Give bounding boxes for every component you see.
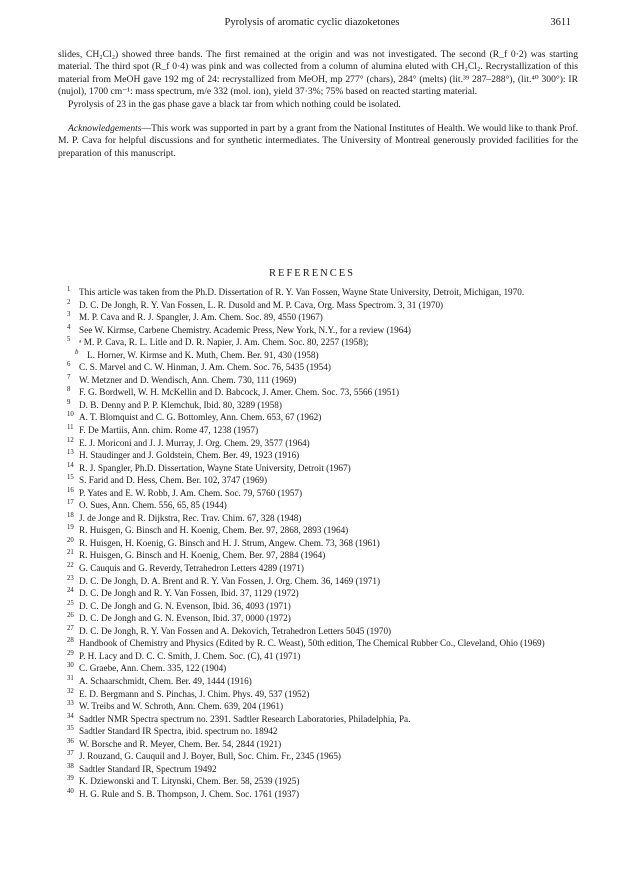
reference-text: D. C. De Jongh and G. N. Evenson, Ibid. 37, 0000 (1972) bbox=[79, 613, 291, 624]
body-text bbox=[58, 49, 578, 160]
reference-item bbox=[67, 499, 582, 512]
reference-text: D. B. Denny and P. P. Klemchuk, Ibid. 80, 3289 (1958) bbox=[79, 399, 282, 410]
reference-text: M. P. Cava and R. J. Spangler, J. Am. Chem. Soc. 89, 4550 (1967) bbox=[79, 312, 323, 323]
reference-item bbox=[67, 399, 582, 412]
reference-text: D. C. De Jongh and R. Y. Van Fossen, Ibid. 37, 1129 (1972) bbox=[79, 588, 299, 599]
reference-text: Handbook of Chemistry and Physics (Edited by R. C. Weast), 50th edition, The Chemical Rubber Co., Cleveland, Ohio (1969) bbox=[79, 638, 545, 649]
reference-number: 14 bbox=[67, 461, 74, 469]
reference-number: 18 bbox=[67, 511, 74, 519]
reference-text: P. H. Lacy and D. C. C. Smith, J. Chem. Soc. (C), 41 (1971) bbox=[79, 650, 301, 661]
reference-number: 10 bbox=[67, 411, 74, 419]
reference-item bbox=[67, 299, 582, 312]
reference-item bbox=[67, 411, 582, 424]
reference-number: 34 bbox=[67, 712, 74, 720]
reference-item bbox=[67, 549, 582, 562]
reference-text: D. C. De Jongh, D. A. Brent and R. Y. Van Fossen, J. Org. Chem. 36, 1469 (1971) bbox=[79, 575, 381, 586]
reference-text: D. C. De Jongh and G. N. Evenson, Ibid. 36, 4093 (1971) bbox=[79, 600, 291, 611]
reference-number: 2 bbox=[67, 298, 71, 306]
reference-item bbox=[67, 775, 582, 788]
reference-item bbox=[67, 311, 582, 324]
reference-text: G. Cauquis and G. Reverdy, Tetrahedron Letters 4289 (1971) bbox=[79, 563, 304, 574]
running-title: Pyrolysis of aromatic cyclic diazoketones bbox=[224, 17, 400, 28]
reference-item bbox=[67, 361, 582, 374]
reference-text: O. Sues, Ann. Chem. 556, 65, 85 (1944) bbox=[79, 500, 227, 511]
reference-number: 4 bbox=[67, 323, 71, 331]
reference-text: See W. Kirmse, Carbene Chemistry. Academic Press, New York, N.Y., for a review (1964) bbox=[79, 324, 411, 335]
reference-text: W. Metzner and D. Wendisch, Ann. Chem. 730, 111 (1969) bbox=[79, 374, 297, 385]
reference-item bbox=[67, 562, 582, 575]
reference-number: 36 bbox=[67, 737, 74, 745]
reference-list bbox=[67, 286, 582, 800]
reference-item bbox=[67, 662, 582, 675]
reference-text: E. J. Moriconi and J. J. Murray, J. Org. Chem. 29, 3577 (1964) bbox=[79, 437, 310, 448]
reference-number: 28 bbox=[67, 637, 74, 645]
reference-text: E. D. Bergmann and S. Pinchas, J. Chim. Phys. 49, 537 (1952) bbox=[79, 688, 310, 699]
reference-text: D. C. De Jongh, R. Y. Van Fossen and A. Dekovich, Tetrahedron Letters 5045 (1970) bbox=[79, 625, 392, 636]
reference-item bbox=[67, 537, 582, 550]
reference-number: 6 bbox=[67, 361, 71, 369]
running-head bbox=[0, 17, 624, 31]
reference-number: 32 bbox=[67, 687, 74, 695]
reference-number: 40 bbox=[67, 787, 74, 795]
reference-text: D. C. De Jongh, R. Y. Van Fossen, L. R. Dusold and M. P. Cava, Org. Mass Spectrom. 3, 31 (1970) bbox=[79, 299, 444, 310]
reference-text: C. S. Marvel and C. W. Hinman, J. Am. Chem. Soc. 76, 5435 (1954) bbox=[79, 362, 331, 373]
reference-item bbox=[67, 449, 582, 462]
reference-item bbox=[67, 713, 582, 726]
reference-number: 11 bbox=[67, 424, 74, 432]
reference-number: 37 bbox=[67, 750, 74, 758]
page-number: 3611 bbox=[550, 17, 571, 28]
reference-text: Sadtler Standard IR Spectra, ibid. spectrum no. 18942 bbox=[79, 726, 278, 737]
reference-item bbox=[67, 763, 582, 776]
reference-number: 9 bbox=[67, 398, 71, 406]
reference-item bbox=[67, 637, 582, 650]
pyrolysis-paragraph: Pyrolysis of 23 in the gas phase gave a black tar from which nothing could be isolated. bbox=[68, 98, 401, 110]
experimental-paragraph: slides, CH₂Cl₂) showed three bands. The first remained at the origin and was not investigated. The second (R_f 0·2) was starting material. The third spot (R_f 0·4) was pink and was collected from a column of alumina eluted with CH₂Cl₂. Recrystallization of this material from MeOH gave 192 mg of 24: recrystallized from MeOH, mp 277° (chars), 284° (melts) (lit.³⁹ 287–288°), (lit.⁴⁰ 300°): IR (nujol), 1700 cm⁻¹: mass spectrum, m/e 332 (mol. ion), yield 37·3%; 75% based on reacted starting material. bbox=[58, 49, 578, 98]
reference-item bbox=[67, 587, 582, 600]
reference-number: 12 bbox=[67, 436, 74, 444]
reference-number: 27 bbox=[67, 624, 74, 632]
reference-item bbox=[67, 750, 582, 763]
reference-number: 21 bbox=[67, 549, 74, 557]
reference-text: A. Schaarschmidt, Chem. Ber. 49, 1444 (1916) bbox=[79, 675, 252, 686]
reference-number: 8 bbox=[67, 386, 71, 394]
reference-number: 22 bbox=[67, 562, 74, 570]
reference-number: 17 bbox=[67, 499, 74, 507]
reference-number: 24 bbox=[67, 587, 74, 595]
reference-item bbox=[67, 374, 582, 387]
reference-text: This article was taken from the Ph.D. Dissertation of R. Y. Van Fossen, Wayne State University, Detroit, Michigan, 1970. bbox=[79, 287, 525, 297]
reference-text: W. Treibs and W. Schroth, Ann. Chem. 639, 204 (1961) bbox=[79, 701, 284, 712]
reference-text: W. Borsche and R. Meyer, Chem. Ber. 54, 2844 (1921) bbox=[79, 738, 282, 749]
reference-number: 5 bbox=[67, 336, 71, 344]
reference-text: K. Dziewonski and T. Litynski, Chem. Ber. 58, 2539 (1925) bbox=[79, 776, 300, 787]
reference-text: C. Graebe, Ann. Chem. 335, 122 (1904) bbox=[79, 663, 227, 674]
reference-number: 38 bbox=[67, 762, 74, 770]
reference-text: R. Huisgen, H. Koenig, G. Binsch and H. J. Strum, Angew. Chem. 73, 368 (1961) bbox=[79, 537, 380, 548]
reference-number: 15 bbox=[67, 474, 74, 482]
reference-item bbox=[67, 487, 582, 500]
reference-text: R. J. Spangler, Ph.D. Dissertation, Wayne State University, Detroit (1967) bbox=[79, 462, 351, 473]
reference-text: H. Staudinger and J. Goldstein, Chem. Ber. 49, 1923 (1916) bbox=[79, 450, 300, 461]
acknowledgements-label: Acknowledgements bbox=[68, 123, 142, 135]
reference-item bbox=[67, 625, 582, 638]
reference-text: R. Huisgen, G. Binsch and H. Koenig, Chem. Ber. 97, 2868, 2893 (1964) bbox=[79, 525, 349, 536]
reference-text: ᵃ M. P. Cava, R. L. Litle and D. R. Napier, J. Am. Chem. Soc. 80, 2257 (1958); bbox=[79, 337, 369, 348]
reference-item bbox=[67, 512, 582, 525]
reference-text: J. de Jonge and R. Dijkstra, Rec. Trav. Chim. 67, 328 (1948) bbox=[79, 512, 302, 523]
reference-item bbox=[67, 286, 582, 299]
reference-text: A. T. Blomquist and C. G. Bottomley, Ann. Chem. 653, 67 (1962) bbox=[79, 412, 322, 423]
reference-item bbox=[67, 324, 582, 337]
reference-number: 31 bbox=[67, 674, 74, 682]
reference-item bbox=[67, 738, 582, 751]
reference-item bbox=[67, 336, 582, 349]
reference-item bbox=[67, 788, 582, 801]
reference-item bbox=[67, 612, 582, 625]
acknowledgements-paragraph bbox=[58, 123, 578, 160]
reference-number: 30 bbox=[67, 662, 74, 670]
reference-item bbox=[67, 650, 582, 663]
reference-number: 33 bbox=[67, 700, 74, 708]
reference-item bbox=[67, 424, 582, 437]
reference-number: 3 bbox=[67, 311, 71, 319]
reference-item bbox=[67, 675, 582, 688]
reference-number: 26 bbox=[67, 612, 74, 620]
reference-text: J. Rouzand, G. Cauquil and J. Boyer, Bull, Soc. Chim. Fr., 2345 (1965) bbox=[79, 751, 341, 762]
reference-item bbox=[67, 725, 582, 738]
reference-number: 23 bbox=[67, 574, 74, 582]
reference-number: 39 bbox=[67, 775, 74, 783]
reference-number: 35 bbox=[67, 725, 74, 733]
reference-text: H. G. Rule and S. B. Thompson, J. Chem. Soc. 1761 (1937) bbox=[79, 788, 300, 799]
reference-text: L. Horner, W. Kirmse and K. Muth, Chem. Ber. 91, 430 (1958) bbox=[87, 349, 319, 360]
reference-number: 29 bbox=[67, 649, 74, 657]
reference-number: 20 bbox=[67, 536, 74, 544]
acknowledgements-text: —This work was supported in part by a grant from the National Institutes of Health. We would like to thank Prof. M. P. Cava for helpful discussions and for synthetic intermediates. The University of Montreal generously provided facilities for the preparation of this manuscript. bbox=[58, 123, 578, 159]
reference-item bbox=[67, 474, 582, 487]
reference-text: Sadtler Standard IR, Spectrum 19492 bbox=[79, 763, 217, 774]
reference-number: 19 bbox=[67, 524, 74, 532]
references-heading: REFERENCES bbox=[269, 268, 355, 279]
reference-item bbox=[67, 437, 582, 450]
reference-number: 7 bbox=[67, 373, 71, 381]
reference-text: Sadtler NMR Spectra spectrum no. 2391. Sadtler Research Laboratories, Philadelphia, Pa. bbox=[79, 713, 411, 724]
reference-number: 13 bbox=[67, 449, 74, 457]
reference-number: 16 bbox=[67, 486, 74, 494]
reference-number: 1 bbox=[67, 286, 71, 293]
reference-text: S. Farid and D. Hess, Chem. Ber. 102, 3747 (1969) bbox=[79, 475, 268, 486]
reference-text: P. Yates and E. W. Robb, J. Am. Chem. Soc. 79, 5760 (1957) bbox=[79, 487, 303, 498]
reference-item bbox=[67, 688, 582, 701]
reference-text: R. Huisgen, G. Binsch and H. Koenig, Chem. Ber. 97, 2884 (1964) bbox=[79, 550, 326, 561]
reference-item bbox=[67, 700, 582, 713]
reference-item bbox=[67, 600, 582, 613]
reference-number: 25 bbox=[67, 599, 74, 607]
reference-item bbox=[67, 524, 582, 537]
reference-item bbox=[67, 349, 582, 362]
reference-text: F. De Martiis, Ann. chim. Rome 47, 1238 (1957) bbox=[79, 425, 259, 436]
reference-item bbox=[67, 462, 582, 475]
reference-number: b bbox=[75, 348, 79, 356]
reference-item bbox=[67, 575, 582, 588]
reference-text: F. G. Bordwell, W. H. McKellin and D. Babcock, J. Amer. Chem. Soc. 73, 5566 (1951) bbox=[79, 387, 400, 398]
reference-item bbox=[67, 386, 582, 399]
